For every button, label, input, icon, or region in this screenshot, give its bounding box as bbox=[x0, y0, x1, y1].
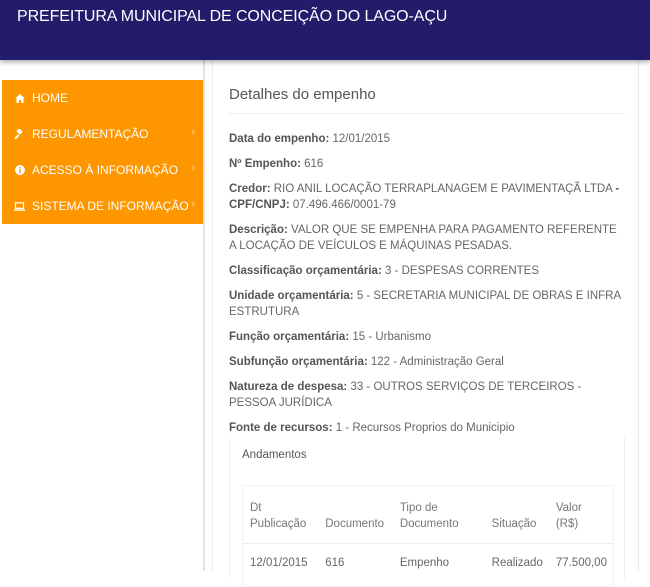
andamentos-panel bbox=[229, 438, 625, 578]
table-cell: 77.500,00 bbox=[555, 557, 607, 569]
table-cell: 616 bbox=[325, 557, 345, 569]
sidebar bbox=[0, 60, 204, 571]
right-gutter bbox=[638, 60, 650, 571]
field-unidade: Unidade orçamentária: 5 - SECRETARIA MUNICIPAL DE OBRAS E INFRA ESTRUTURA bbox=[229, 290, 621, 318]
site-title: PREFEITURA MUNICIPAL DE CONCEIÇÃO DO LAGO-AÇU bbox=[17, 8, 448, 25]
andamentos-table bbox=[243, 486, 613, 569]
field-fonte-recursos: Fonte de recursos: 1 - Recursos Proprios do Municipio bbox=[229, 422, 515, 434]
sidebar-item-sistema-informacao[interactable] bbox=[2, 188, 203, 224]
chevron-right-icon: › bbox=[191, 198, 195, 210]
field-numero-empenho: Nº Empenho: 616 bbox=[229, 158, 324, 170]
sidebar-item-label: ACESSO À INFORMAÇÃO bbox=[32, 163, 179, 177]
gavel-icon bbox=[14, 129, 25, 140]
chevron-right-icon: › bbox=[191, 126, 195, 138]
field-credor: Credor: RIO ANIL LOCAÇÃO TERRAPLANAGEM E PAVIMENTAÇÃ LTDA - CPF/CNPJ: 07.496.466/0001-79 bbox=[229, 183, 620, 211]
field-classificacao: Classificação orçamentária: 3 - DESPESAS CORRENTES bbox=[229, 265, 539, 277]
field-natureza: Natureza de despesa: 33 - OUTROS SERVIÇOS DE TERCEIROS - PESSOA JURÍDICA bbox=[229, 381, 582, 409]
sidebar-item-acesso-informacao[interactable] bbox=[2, 152, 203, 188]
field-subfuncao: Subfunção orçamentária: 122 - Administração Geral bbox=[229, 356, 504, 368]
sidebar-item-label: REGULAMENTAÇÃO bbox=[32, 127, 149, 141]
column-header: Documento bbox=[318, 486, 393, 544]
sidebar-item-label: HOME bbox=[32, 91, 68, 105]
table-cell: 12/01/2015 bbox=[250, 557, 308, 569]
table-cell: Realizado bbox=[491, 557, 543, 569]
column-header: Tipo de Documento bbox=[393, 486, 485, 544]
sidebar-divider bbox=[203, 60, 205, 571]
andamentos-title: Andamentos bbox=[242, 449, 307, 461]
sidebar-item-regulamentacao[interactable] bbox=[2, 116, 203, 152]
column-header: Dt Publicação bbox=[243, 486, 318, 544]
details-panel bbox=[212, 60, 639, 571]
page-title: Detalhes do empenho bbox=[229, 86, 625, 114]
laptop-icon bbox=[14, 201, 25, 212]
home-icon bbox=[14, 93, 25, 104]
field-data-empenho: Data do empenho: 12/01/2015 bbox=[229, 133, 391, 145]
table-cell: Empenho bbox=[399, 557, 450, 569]
column-header: Valor (R$) bbox=[549, 486, 613, 544]
chevron-right-icon: › bbox=[191, 162, 195, 174]
table-header-row bbox=[243, 486, 613, 544]
column-header: Situação bbox=[485, 486, 549, 544]
field-descricao: Descrição: VALOR QUE SE EMPENHA PARA PAGAMENTO REFERENTE A LOCAÇÃO DE VEÍCULOS E MÁQUINAS PESADAS. bbox=[229, 224, 617, 252]
header-bar bbox=[0, 0, 650, 60]
info-icon bbox=[14, 165, 25, 176]
field-funcao: Função orçamentária: 15 - Urbanismo bbox=[229, 331, 431, 343]
sidebar-menu bbox=[2, 80, 203, 224]
andamentos-table-wrapper bbox=[242, 485, 614, 587]
sidebar-item-label: SISTEMA DE INFORMAÇÃO bbox=[32, 199, 189, 213]
sidebar-item-home[interactable] bbox=[2, 80, 203, 116]
table-row bbox=[243, 544, 613, 570]
